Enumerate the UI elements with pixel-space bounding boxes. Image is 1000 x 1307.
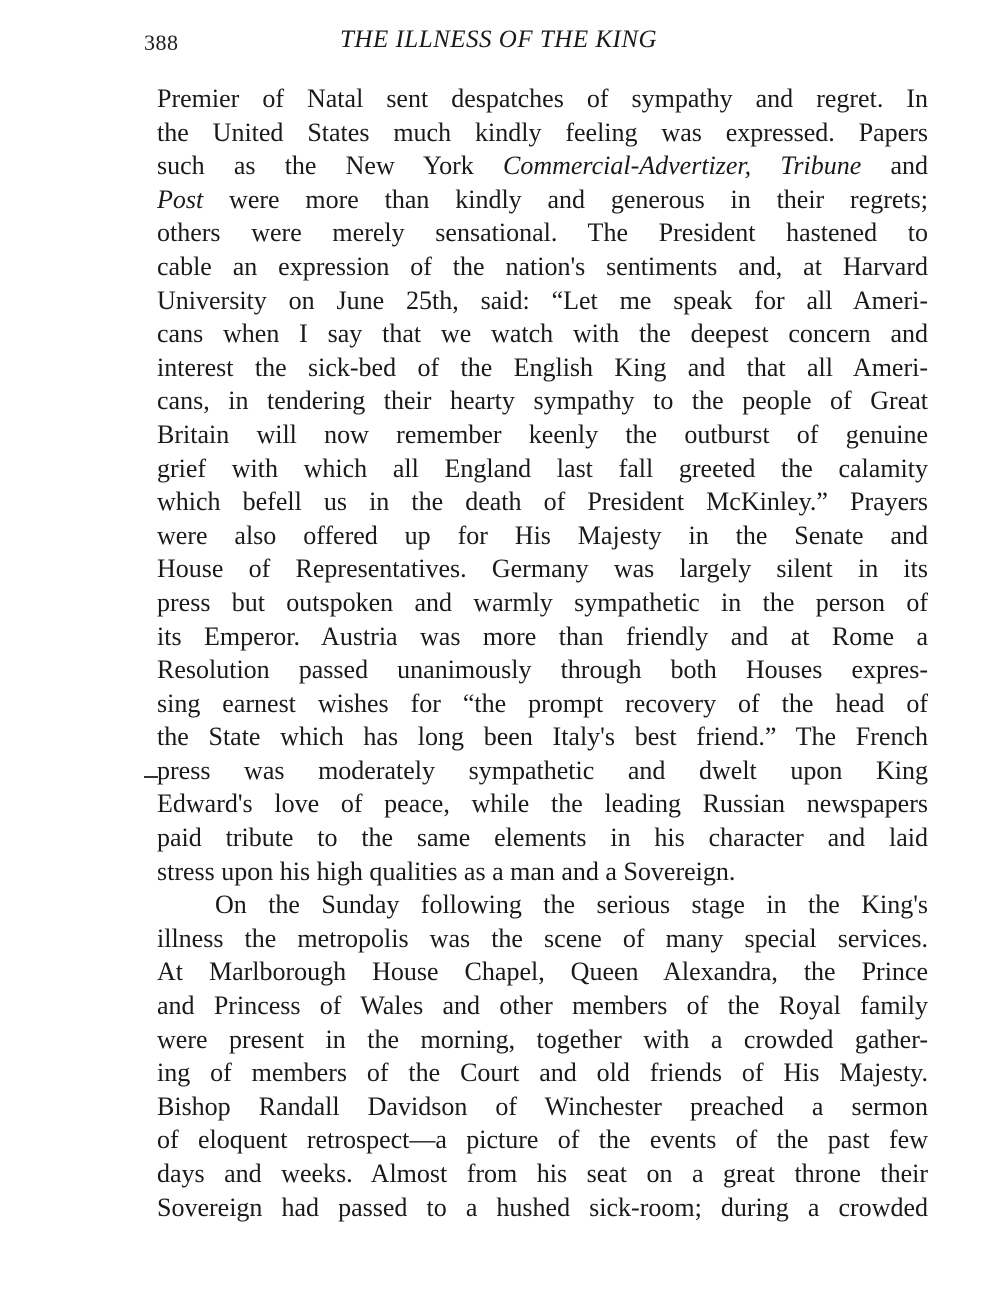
text-line: illness the metropolis was the scene of many special services. xyxy=(157,923,928,953)
text-line xyxy=(157,183,928,217)
text-line: the United States much kindly feeling was expressed. Papers xyxy=(157,117,928,147)
text-run: and xyxy=(861,151,928,181)
text-line: cans, in tendering their hearty sympathy to the people of Great xyxy=(157,386,928,416)
text-line: which befell us in the death of President McKinley.” Prayers xyxy=(157,487,928,517)
text-line: grief with which all England last fall greeted the calamity xyxy=(157,453,928,483)
text-line: At Marlborough House Chapel, Queen Alexandra, the Prince xyxy=(157,957,928,987)
text-line: Bishop Randall Davidson of Winchester preached a sermon xyxy=(157,1091,928,1121)
text-line: House of Representatives. Germany was largely silent in its xyxy=(157,554,928,584)
text-run xyxy=(751,151,780,180)
text-line: Edward's love of peace, while the leading Russian newspapers xyxy=(157,789,928,819)
text-run: such as the New York xyxy=(157,151,503,181)
running-head xyxy=(0,26,1000,58)
text-line: of eloquent retrospect—a picture of the events of the past few xyxy=(157,1125,928,1155)
running-title: THE ILLNESS OF THE KING xyxy=(340,26,658,53)
text-line: were present in the morning, together with a crowded gather- xyxy=(157,1024,928,1054)
text-line: press was moderately sympathetic and dwelt upon King xyxy=(157,755,928,785)
italic-title: Commercial-Advertizer, xyxy=(503,151,752,181)
text-line: cans when I say that we watch with the deepest concern and xyxy=(157,319,928,349)
text-line: sing earnest wishes for “the prompt recovery of the head of xyxy=(157,688,928,718)
italic-title: Post xyxy=(157,184,204,214)
text-line: ing of members of the Court and old friends of His Majesty. xyxy=(157,1058,928,1088)
text-line: paid tribute to the same elements in his character and laid xyxy=(157,823,928,853)
text-line: University on June 25th, said: “Let me speak for all Ameri- xyxy=(157,285,928,315)
text-line: others were merely sensational. The President hastened to xyxy=(157,218,928,248)
text-line: Sovereign had passed to a hushed sick-room; during a crowded xyxy=(157,1192,928,1222)
text-line: were also offered up for His Majesty in the Senate and xyxy=(157,520,928,550)
text-run: were more than kindly and generous in their regrets; xyxy=(203,184,928,214)
text-line: interest the sick-bed of the English King and that all Ameri- xyxy=(157,352,928,382)
text-line: stress upon his high qualities as a man and a Sovereign. xyxy=(157,856,736,886)
text-line: and Princess of Wales and other members of the Royal family xyxy=(157,991,928,1021)
text-line: its Emperor. Austria was more than friendly and at Rome a xyxy=(157,621,928,651)
text-line: days and weeks. Almost from his seat on a great throne their xyxy=(157,1159,928,1188)
body-text xyxy=(157,82,928,1224)
text-line: Premier of Natal sent despatches of sympathy and regret. In xyxy=(157,84,928,113)
text-line: Britain will now remember keenly the outburst of genuine xyxy=(157,419,928,449)
text-line: Resolution passed unanimously through both Houses expres- xyxy=(157,655,928,685)
page-number: 388 xyxy=(144,30,179,55)
text-line: the State which has long been Italy's best friend.” The French xyxy=(157,722,928,752)
text-line: press but outspoken and warmly sympathetic in the person of xyxy=(157,587,928,617)
italic-title: Tribune xyxy=(780,151,862,181)
margin-mark xyxy=(144,776,158,778)
text-line xyxy=(157,149,928,183)
paragraph-start-line: On the Sunday following the serious stage in the King's xyxy=(215,890,928,920)
text-line: cable an expression of the nation's sentiments and, at Harvard xyxy=(157,251,928,281)
